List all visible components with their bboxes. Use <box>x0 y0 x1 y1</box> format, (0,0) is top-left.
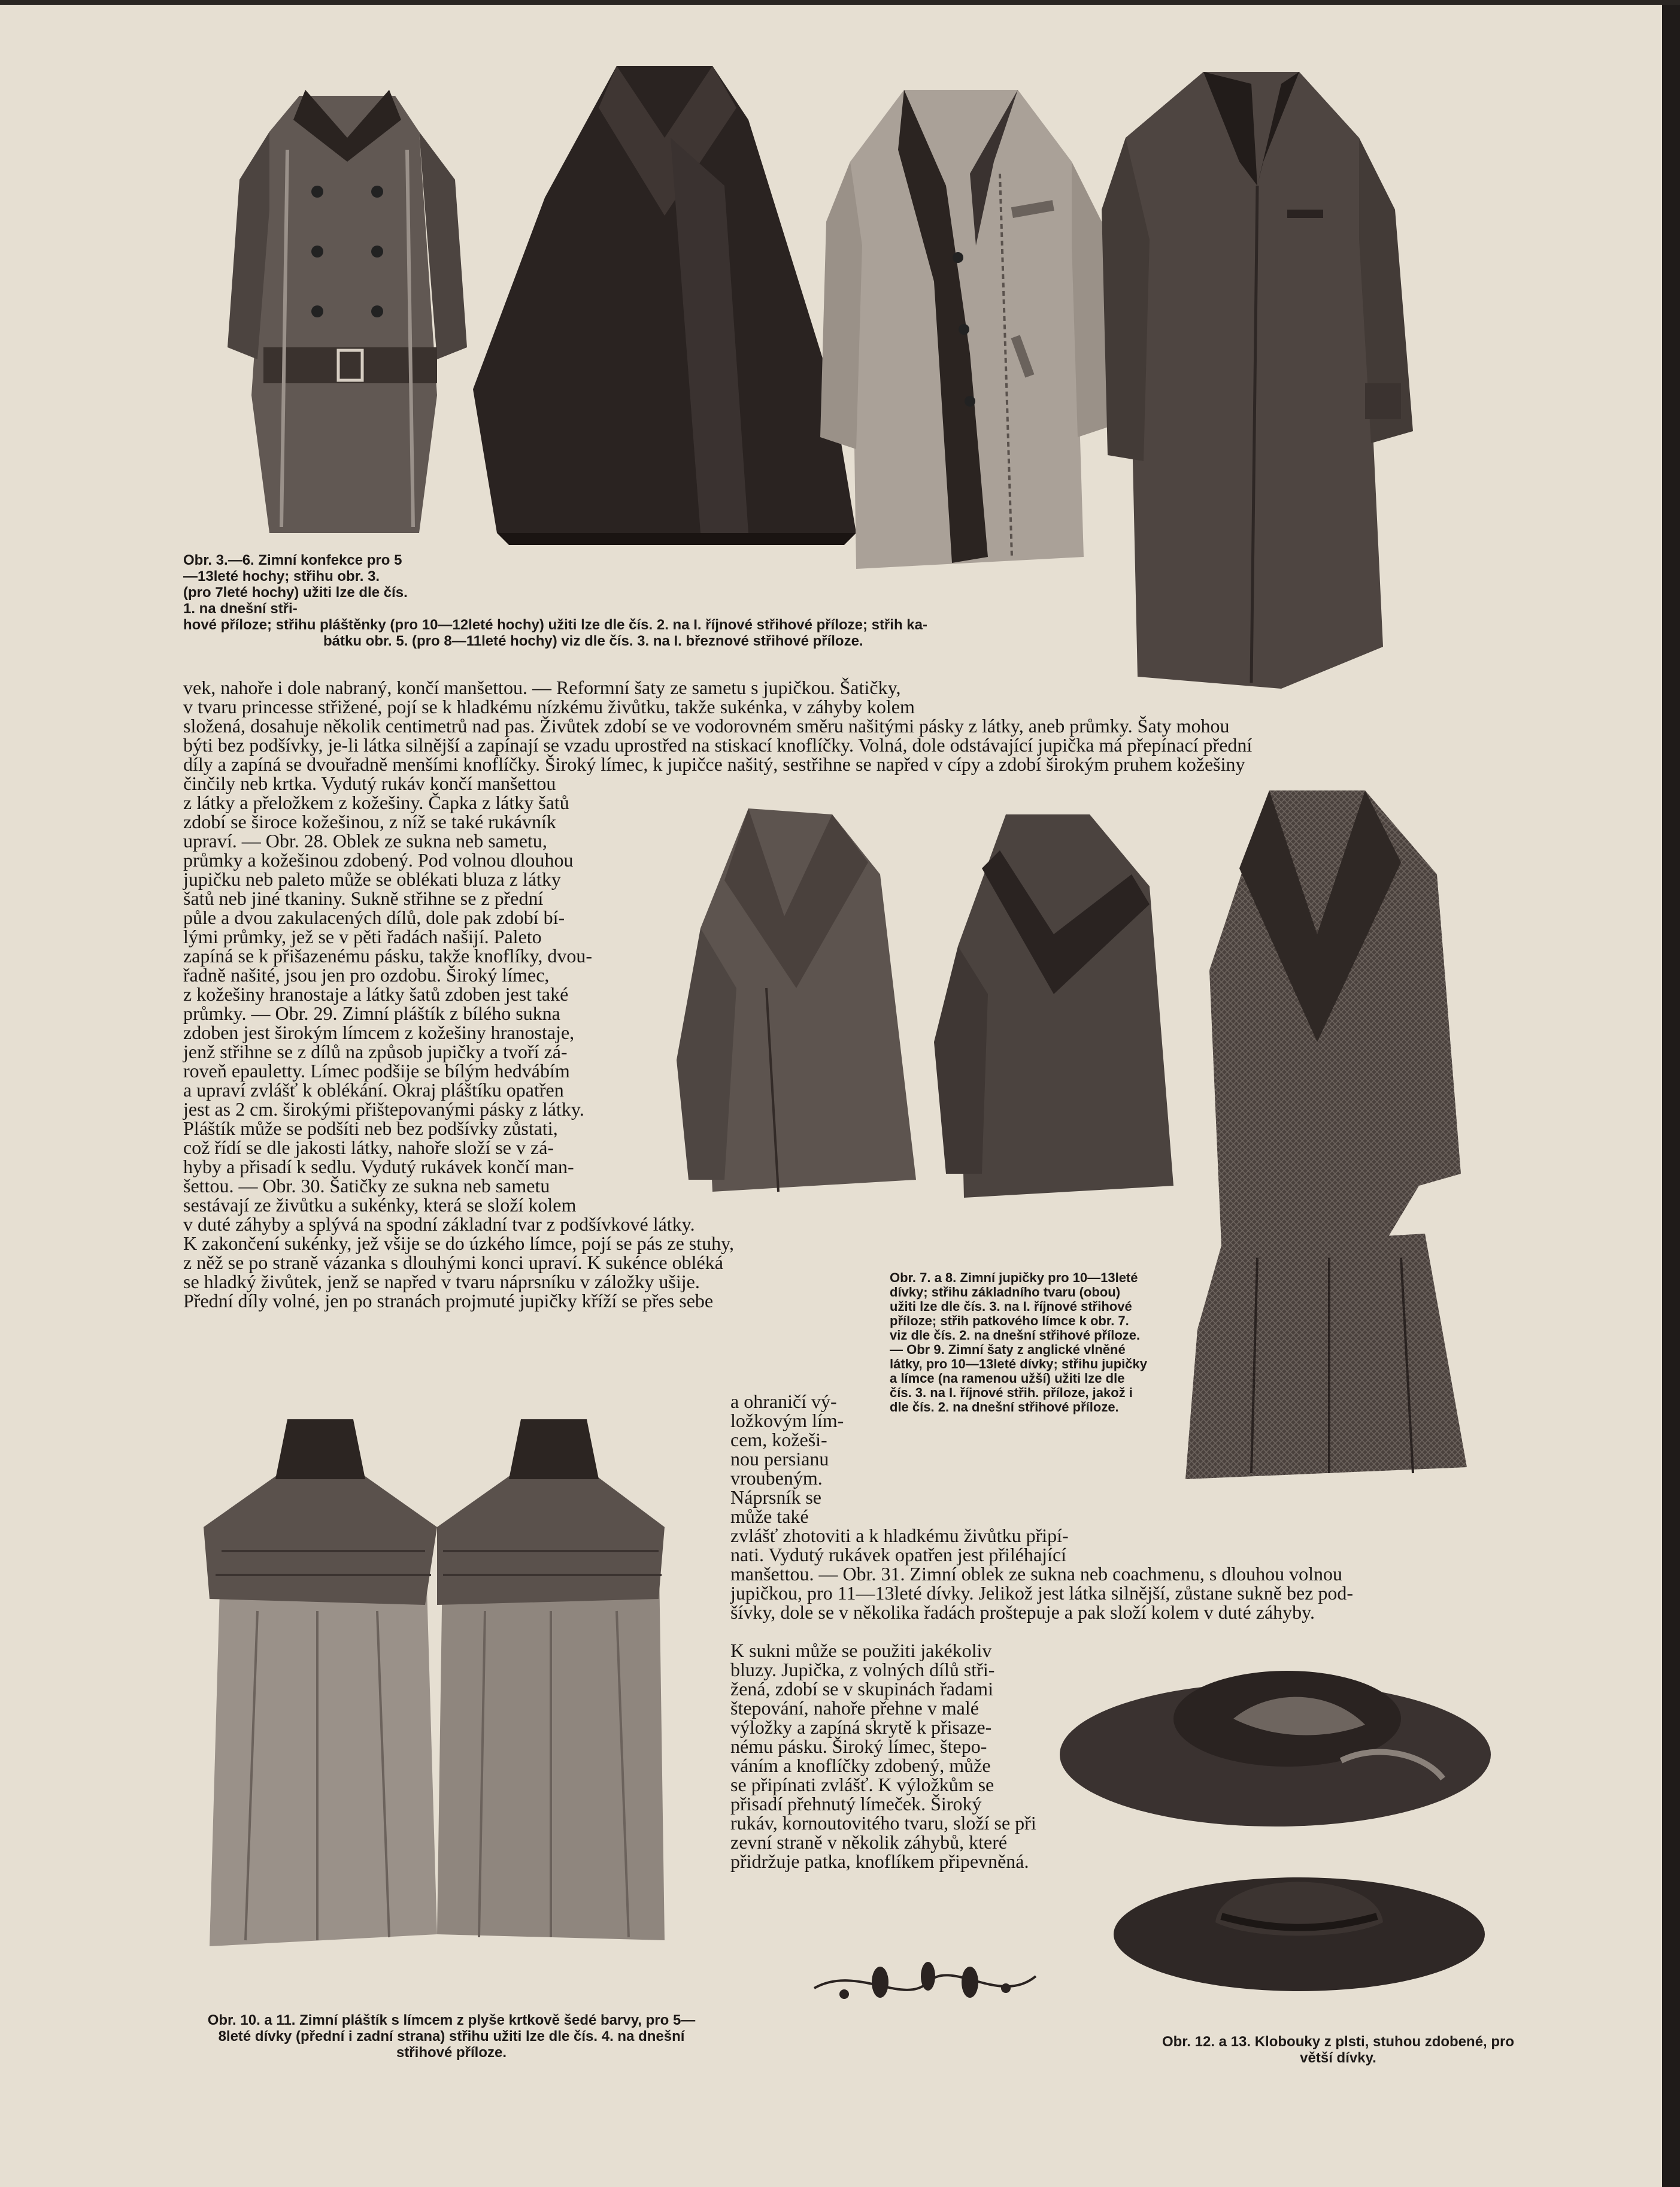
text-line: býti bez podšívky, je-li látka silnější a zapínají se vzadu uprostřed na stiskací knoflíčky. Volná, dole odstávající jupička má přepínací přední <box>183 734 1253 756</box>
text-line: výložky a zapíná skrytě k přisaze- <box>730 1716 992 1738</box>
text-line: lými průmky, jež se v pěti řadách našijí. Paleto <box>183 926 542 947</box>
page-top-edge <box>0 0 1680 5</box>
text-line: K sukni může se použiti jakékoliv <box>730 1640 992 1661</box>
fig-hat-top <box>1054 1653 1497 1832</box>
text-line: se připínati zvlášť. K výložkům se <box>730 1774 994 1795</box>
text-line: jupičku neb paleto může se oblékati bluza z látky <box>183 868 561 890</box>
text-line: jupičkou, pro 11—13leté dívky. Jelikož jest látka silnější, zůstane sukně bez pod- <box>730 1582 1354 1604</box>
text-line: z látky a přeložkem z kožešiny. Čapka z látky šatů <box>183 792 569 813</box>
text-line: přisadí přehnutý límeček. Široký <box>730 1793 982 1815</box>
fig-hat-bottom <box>1108 1856 1491 2000</box>
text-line: jest as 2 cm. širokými přištepovanými pásky z látky. <box>183 1098 584 1120</box>
caption-fig-3-6-c: bátku obr. 5. (pro 8—11leté hochy) viz dle čís. 3. na I. březnové střihové příloze. <box>323 633 863 649</box>
text-line: řadně našité, jsou jen pro ozdobu. Široký límec, <box>183 964 550 986</box>
text-line: bluzy. Jupička, z volných dílů stři- <box>730 1659 995 1680</box>
body-text-mid-wide <box>730 1526 1646 1622</box>
text-line: zdoben jest širokým límcem z kožešiny hranostaje, <box>183 1022 575 1043</box>
text-line: manšettou. — Obr. 31. Zimní oblek ze sukna neb coachmenu, s dlouhou volnou <box>730 1563 1343 1585</box>
body-text-wide <box>183 678 1500 793</box>
text-line: Přední díly volné, jen po stranách projmuté jupičky kříží se přes sebe <box>183 1290 714 1311</box>
fig-coat-boy-double-breasted <box>222 60 473 533</box>
fig-cape-girls-front-back <box>186 1407 683 1958</box>
fig-dress-tweed <box>1185 790 1473 1503</box>
fig-coat-long-boy <box>1102 48 1413 707</box>
text-line: rukáv, kornoutovitého tvaru, složí se při <box>730 1812 1036 1834</box>
text-line: vroubeným. <box>730 1467 823 1489</box>
text-line: Náprsník se <box>730 1486 821 1508</box>
text-line: se hladký živůtek, jenž se napřed v tvaru náprsníku v záložky ušije. <box>183 1271 700 1292</box>
page-right-edge <box>1662 0 1680 2187</box>
text-line: nou persianu <box>730 1448 829 1470</box>
text-line: a ohraničí vý- <box>730 1391 837 1412</box>
text-line: zvlášť zhotoviti a k hladkému živůtku připí- <box>730 1525 1069 1546</box>
caption-fig-7-9: Obr. 7. a 8. Zimní jupičky pro 10—13leté dívky; střihu základního tvaru (obou) užiti lze dle čís. 3. na I. říjnové střihové příloze; střih patkového límce k obr. 7. viz dle čís. 2. na dnešní střihové příloze. — Obr 9. Zimní šaty z anglické vlněné látky, pro 10—13leté dívky; střihu jupičky a límce (na ramenou užší) užiti lze dle čís. 3. na I. říjnové střih. příloze, jakož i dle čís. 2. na dnešní střihové příloze. <box>890 1270 1147 1414</box>
text-line: nému pásku. Široký límec, štepo- <box>730 1735 987 1757</box>
text-line: šettou. — Obr. 30. Šatičky ze sukna neb sametu <box>183 1175 550 1197</box>
text-line: může také <box>730 1506 809 1527</box>
text-line: půle a dvou zakulacených dílů, dole pak zdobí bí- <box>183 907 565 928</box>
body-text-hat-column <box>730 1641 1072 1871</box>
text-line: z něž se po straně vázanka s dlouhými konci upraví. K sukénce obléká <box>183 1252 723 1273</box>
text-line: šatů neb jiné tkaniny. Sukně střihne se z přední <box>183 887 544 909</box>
text-line: upraví. — Obr. 28. Oblek ze sukna neb sametu, <box>183 830 547 852</box>
text-line: Pláštík může se podšíti neb bez podšívky zůstati, <box>183 1117 558 1139</box>
text-line: hyby a přisadí k sedlu. Vydutý rukávek končí man- <box>183 1156 574 1177</box>
text-line: vek, nahoře i dole nabraný, končí manšettou. — Reformní šaty ze sametu s jupičkou. Šatičky, <box>183 677 901 698</box>
caption-fig-3-6-b: hové příloze; střihu pláštěnky (pro 10—12leté hochy) užiti lze dle čís. 2. na I. říjnové střihové příloze; střih ka- <box>183 617 927 633</box>
text-line: v duté záhyby a splývá na spodní základní tvar z podšívkové látky. <box>183 1213 695 1235</box>
text-line: jenž střihne se z dílů na způsob jupičky a tvoří zá- <box>183 1041 568 1062</box>
body-text-left-column <box>183 792 735 1311</box>
text-line: z kožešiny hranostaje a látky šatů zdoben jest také <box>183 983 569 1005</box>
text-line: zdobí se široce kožešinou, z níž se také rukávník <box>183 811 556 832</box>
fig-jacket-girl-left <box>677 808 940 1204</box>
text-line: zapíná se k přišazenému pásku, takže knoflíky, dvou- <box>183 945 593 967</box>
text-line: roveň epauletty. Límec podšije se bílým hedvábím <box>183 1060 570 1082</box>
text-line: ložkovým lím- <box>730 1410 844 1431</box>
caption-fig-10-11: Obr. 10. a 11. Zimní pláštík s límcem z plyše krtkově šedé barvy, pro 5—8leté dívky (přední i zadní strana) střihu užiti lze dle čís. 4. na dnešní střihové příloze. <box>207 2012 696 2061</box>
text-line: sestávají ze živůtku a sukénky, která se složí kolem <box>183 1194 577 1216</box>
text-line: díly a zapíná se dvouřadně menšími knoflíčky. Široký límec, k jupičce našitý, sestřihne se napřed v cípy a zdobí širokým pruhem kožešiny <box>183 753 1245 775</box>
text-line: přidržuje patka, knoflíkem připevněná. <box>730 1850 1029 1872</box>
text-line: nati. Vydutý rukávek opatřen jest přiléhající <box>730 1544 1067 1565</box>
caption-fig-3-6-a: Obr. 3.—6. Zimní konfekce pro 5—13leté hochy; střihu obr. 3. (pro 7leté hochy) užiti lze dle čís. 1. na dnešní stři- <box>183 552 408 617</box>
fig-cape-boy <box>473 54 856 551</box>
text-line: a upraví zvlášť k oblékání. Okraj pláštíku opatřen <box>183 1079 564 1101</box>
text-line: průmky. — Obr. 29. Zimní pláštík z bílého sukna <box>183 1002 560 1024</box>
text-line: činčily neb krtka. Vydutý rukáv končí manšettou <box>183 773 556 794</box>
text-line: K zakončení sukénky, jež všije se do úzkého límce, pojí se pás ze stuhy, <box>183 1232 735 1254</box>
fig-jacket-girl-mid <box>934 814 1197 1204</box>
text-line: složená, dosahuje několik centimetrů nad pas. Živůtek zdobí se ve vodorovném směru našitými pásky z látky, aneb průmky. Šaty mohou <box>183 715 1230 737</box>
ornament-vignette <box>808 1946 1042 2018</box>
text-line: žená, zdobí se v skupinách řadami <box>730 1678 993 1700</box>
text-line: šívky, dole se v několika řadách proštepuje a pak složí kolem v duté záhyby. <box>730 1601 1315 1623</box>
text-line: průmky a kožešinou zdobený. Pod volnou dlouhou <box>183 849 574 871</box>
caption-fig-12-13: Obr. 12. a 13. Klobouky z plsti, stuhou zdobené, pro větší dívky. <box>1162 2034 1515 2066</box>
text-line: váním a knoflíčky zdobený, může <box>730 1755 991 1776</box>
text-line: což řídí se dle jakosti látky, nahoře složí se v zá- <box>183 1137 554 1158</box>
text-line: štepování, nahoře přehne v malé <box>730 1697 979 1719</box>
text-line: v tvaru princesse střižené, pojí se k hladkému nízkému živůtku, takže sukénka, v záhyby kolem <box>183 696 915 717</box>
fig-coat-fur-collar <box>820 66 1114 581</box>
text-line: zevní straně v několik záhybů, které <box>730 1831 1008 1853</box>
text-line: cem, kožeši- <box>730 1429 827 1450</box>
body-text-mid-narrow <box>730 1392 892 1526</box>
